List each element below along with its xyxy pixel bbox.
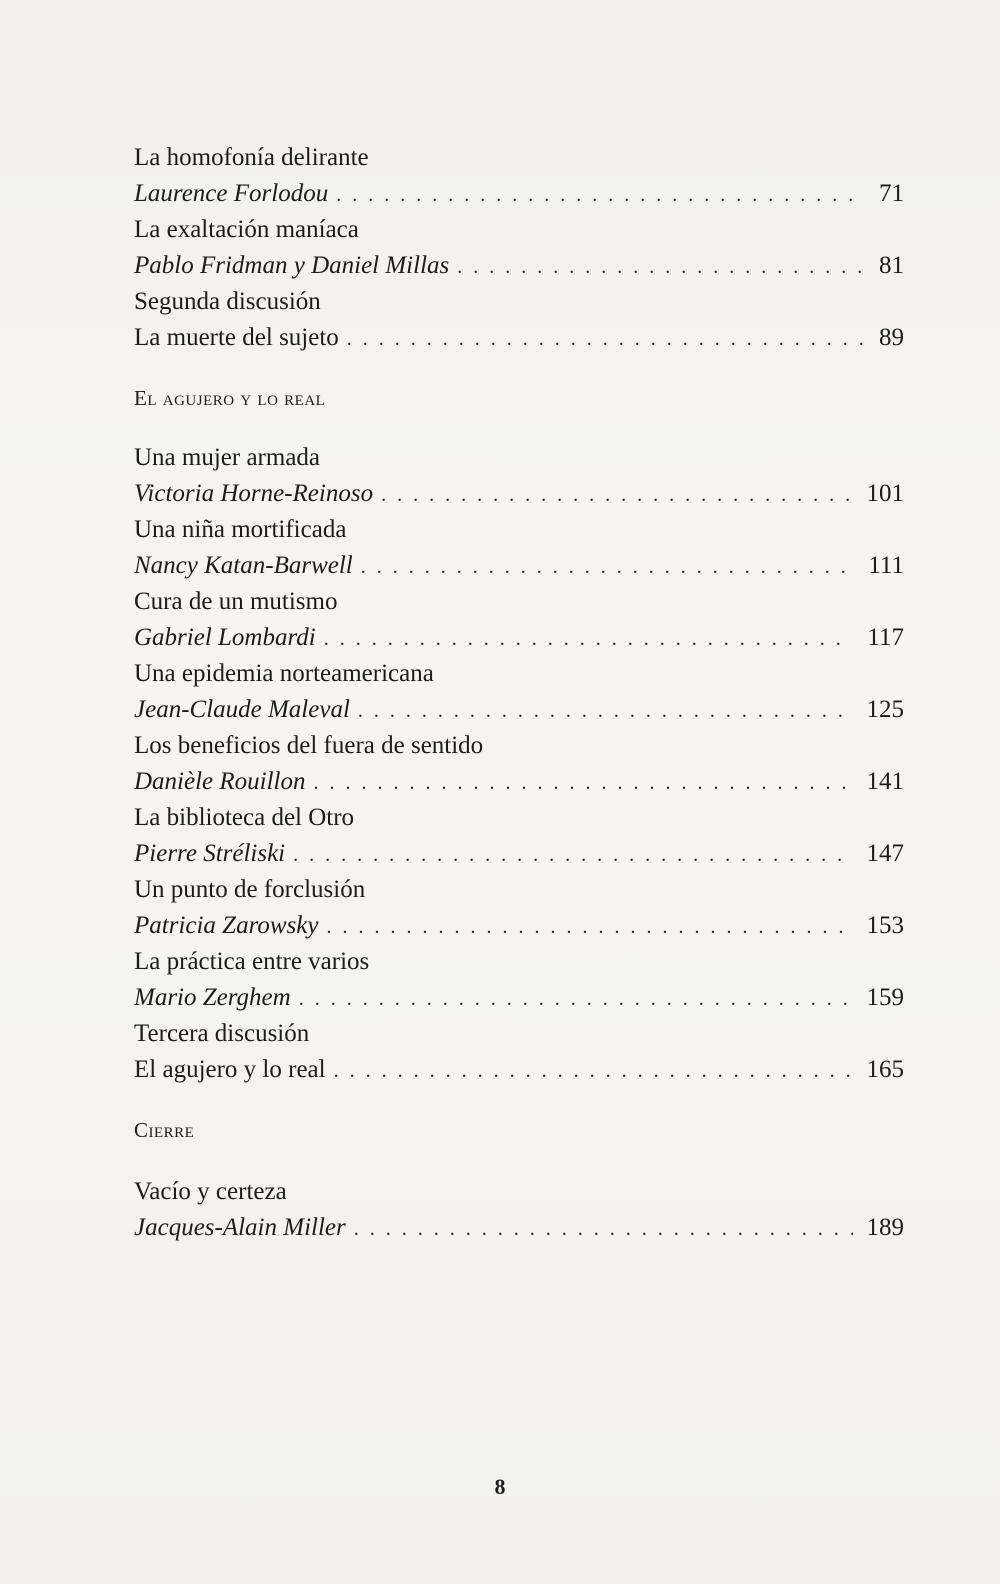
- leader-dots: [336, 177, 865, 213]
- entry-author-line: [134, 620, 904, 656]
- entry-title: Un punto de forclusión: [134, 876, 366, 903]
- entry-author: Victoria Horne-Reinoso: [134, 480, 374, 507]
- leader-dots: [314, 765, 853, 801]
- entry-author: Danièle Rouillon: [134, 768, 306, 795]
- entry-author-line: [134, 548, 904, 584]
- entry-title: La homofonía delirante: [134, 144, 369, 171]
- entry-author: Jean-Claude Maleval: [134, 696, 350, 723]
- leader-dots: [324, 621, 854, 657]
- entry-author: Mario Zerghem: [134, 984, 291, 1011]
- entry-title: La exaltación maníaca: [134, 216, 359, 243]
- leader-dots: [457, 249, 865, 285]
- entry-page: 147: [866, 840, 904, 867]
- entry-title: Tercera discusión: [134, 1020, 310, 1047]
- entry-page: 117: [867, 624, 904, 651]
- entry-page: 189: [866, 1214, 904, 1241]
- leader-dots: [381, 477, 852, 513]
- entry-page: 153: [866, 912, 904, 939]
- entry-page: 141: [866, 768, 904, 795]
- section-heading: El agujero y lo real: [134, 386, 326, 410]
- leader-dots: [361, 549, 855, 585]
- entry-author-line: [134, 764, 904, 800]
- entry-subtitle-line: [134, 1052, 904, 1088]
- entry-author: Laurence Forlodou: [134, 180, 329, 207]
- entry-title: Segunda discusión: [134, 288, 321, 315]
- entry-page: 71: [879, 180, 904, 207]
- entry-page: 81: [879, 252, 904, 279]
- entry-page: 111: [868, 552, 904, 579]
- leader-dots: [327, 909, 853, 945]
- leader-dots: [293, 837, 852, 873]
- entry-author-line: [134, 908, 904, 944]
- leader-dots: [358, 693, 853, 729]
- entry-title: Los beneficios del fuera de sentido: [134, 732, 484, 759]
- entry-title: Vacío y certeza: [134, 1178, 287, 1205]
- entry-author-line: [134, 476, 904, 512]
- entry-subtitle-line: [134, 320, 904, 356]
- page-number: 8: [494, 1474, 506, 1499]
- entry-author: Gabriel Lombardi: [134, 624, 316, 651]
- entry-title: Cura de un mutismo: [134, 588, 338, 615]
- entry-page: 89: [879, 324, 904, 351]
- entry-author: Patricia Zarowsky: [134, 912, 319, 939]
- leader-dots: [299, 981, 853, 1017]
- table-of-contents: [134, 140, 904, 1246]
- entry-subtitle: El agujero y lo real: [134, 1056, 326, 1083]
- entry-author: Jacques-Alain Miller: [134, 1214, 346, 1241]
- entry-author-line: [134, 248, 904, 284]
- entry-author: Pierre Stréliski: [134, 840, 286, 867]
- entry-author: Pablo Fridman y Daniel Millas: [134, 252, 450, 279]
- entry-title: La biblioteca del Otro: [134, 804, 355, 831]
- entry-title: Una mujer armada: [134, 444, 321, 471]
- entry-page: 165: [866, 1056, 904, 1083]
- entry-author-line: [134, 980, 904, 1016]
- entry-title: Una epidemia norteamericana: [134, 660, 434, 687]
- leader-dots: [347, 321, 865, 357]
- leader-dots: [334, 1053, 853, 1089]
- entry-author-line: [134, 176, 904, 212]
- entry-title: Una niña mortificada: [134, 516, 347, 543]
- entry-subtitle: La muerte del sujeto: [134, 324, 339, 351]
- entry-page: 101: [866, 480, 904, 507]
- entry-author: Nancy Katan-Barwell: [134, 552, 353, 579]
- entry-page: 159: [866, 984, 904, 1011]
- section-heading: Cierre: [134, 1118, 195, 1142]
- entry-author-line: [134, 1210, 904, 1246]
- leader-dots: [354, 1211, 853, 1247]
- entry-page: 125: [866, 696, 904, 723]
- entry-author-line: [134, 836, 904, 872]
- entry-title: La práctica entre varios: [134, 948, 370, 975]
- entry-author-line: [134, 692, 904, 728]
